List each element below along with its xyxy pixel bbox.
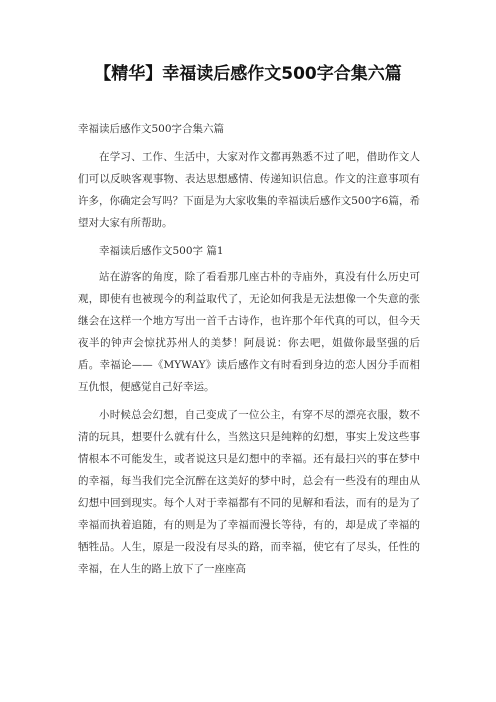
- document-body: [78, 118, 420, 580]
- section-heading: 幸福读后感作文500字 篇1: [99, 245, 224, 257]
- document-title: 【精华】幸福读后感作文500字合集六篇: [94, 64, 402, 84]
- intro-paragraph: 在学习、工作、生活中，大家对作文都再熟悉不过了吧，借助作文人们可以反映客观事物、表达思想感情、传递知识信息。作文的注意事项有许多，你确定会写吗？下面是为大家收集的幸福读后感作文500字6篇，希望对大家有所帮助。: [78, 151, 420, 229]
- body-paragraph-2: 小时候总会幻想，自己变成了一位公主，有穿不尽的漂亮衣服，数不清的玩具，想要什么就有什么，当然这只是纯粹的幻想，事实上发这些事情根本不可能发生，或者说这只是幻想中的幸福。还有最扫兴的事在梦中的幸福，每当我们完全沉醉在这美好的梦中时，总会有一些没有的理由从幻想中回到现实。每个人对于幸福都有不同的见解和看法，而有的是为了幸福而执着追随，有的则是为了幸福而漫长等待，有的，却是成了幸福的牺牲品。人生，原是一段没有尽头的路，而幸福，使它有了尽头，任性的幸福，在人生的路上放下了一座座高: [78, 409, 420, 575]
- body-paragraph-1: 站在游客的角度，除了看看那几座古朴的寺庙外，真没有什么历史可观，即使有也被现今的利益取代了，无论如何我是无法想像一个失意的张继会在这样一个地方写出一首千古诗作，也许那个年代真的可以，但今天夜半的钟声会惊扰苏州人的美梦！阿晨说：你去吧，姐做你最坚强的后盾。幸福论——《MYWAY》读后感作文有时看到身边的恋人因分手而相互仇恨，便感觉自己好幸运。: [78, 271, 420, 393]
- intro-heading: 幸福读后感作文500字合集六篇: [78, 123, 225, 135]
